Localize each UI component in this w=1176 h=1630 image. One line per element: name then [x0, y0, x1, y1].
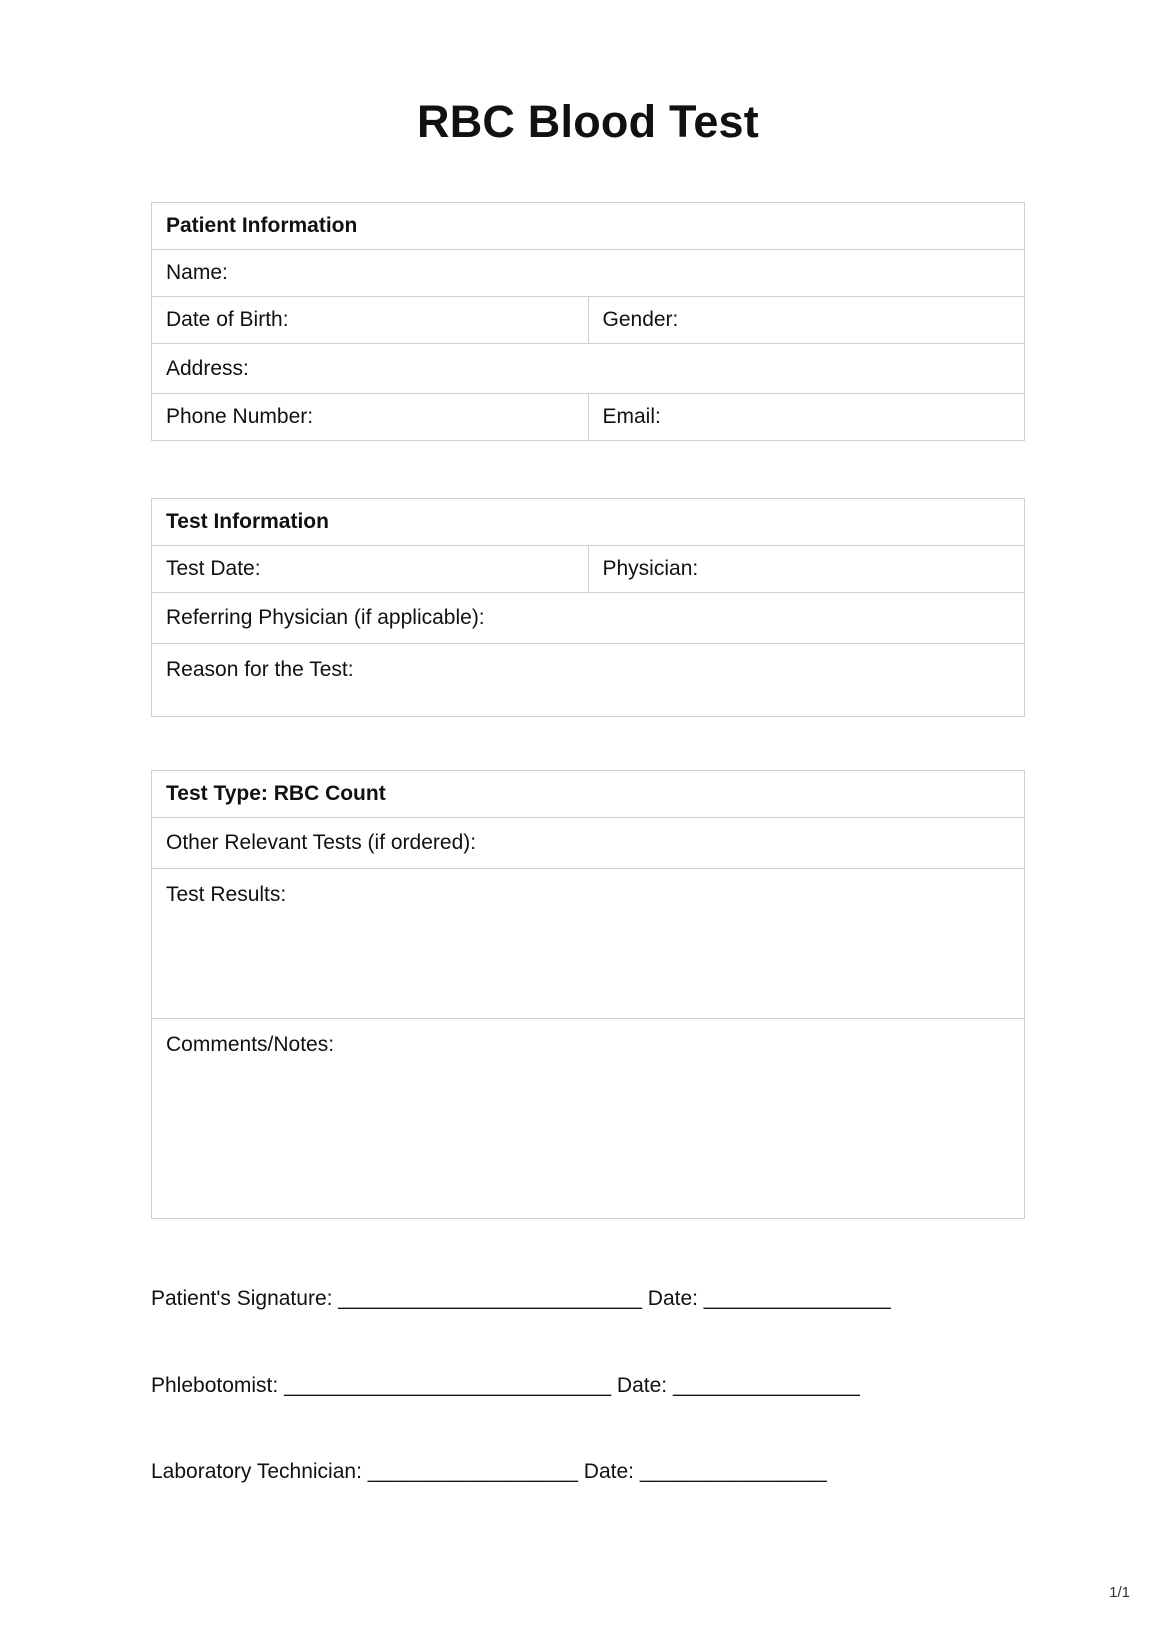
test-results-field[interactable]: Test Results:: [152, 869, 1025, 1019]
comments-notes-field[interactable]: Comments/Notes:: [152, 1019, 1025, 1219]
test-information-table: [151, 498, 1025, 717]
phone-number-field[interactable]: Phone Number:: [152, 394, 589, 441]
patient-information-header: Patient Information: [152, 203, 1025, 250]
referring-physician-field[interactable]: Referring Physician (if applicable):: [152, 593, 1025, 644]
page-title: RBC Blood Test: [417, 96, 759, 147]
email-field[interactable]: Email:: [588, 394, 1025, 441]
address-field[interactable]: Address:: [152, 344, 1025, 394]
name-field[interactable]: Name:: [152, 250, 1025, 297]
other-relevant-tests-field[interactable]: Other Relevant Tests (if ordered):: [152, 818, 1025, 869]
physician-field[interactable]: Physician:: [588, 546, 1025, 593]
test-date-field[interactable]: Test Date:: [152, 546, 589, 593]
test-information-header: Test Information: [152, 499, 1025, 546]
date-of-birth-field[interactable]: Date of Birth:: [152, 297, 589, 344]
test-type-header: Test Type: RBC Count: [152, 771, 1025, 818]
phlebotomist-signature-line[interactable]: Phlebotomist: ____________________________ Date: ________________: [151, 1374, 860, 1397]
lab-technician-signature-line[interactable]: Laboratory Technician: __________________ Date: ________________: [151, 1460, 827, 1483]
page-number: 1/1: [1109, 1584, 1130, 1601]
test-type-table: [151, 770, 1025, 1219]
patient-information-table: [151, 202, 1025, 441]
patient-signature-line[interactable]: Patient's Signature: __________________________ Date: ________________: [151, 1287, 891, 1310]
gender-field[interactable]: Gender:: [588, 297, 1025, 344]
reason-for-test-field[interactable]: Reason for the Test:: [152, 644, 1025, 717]
